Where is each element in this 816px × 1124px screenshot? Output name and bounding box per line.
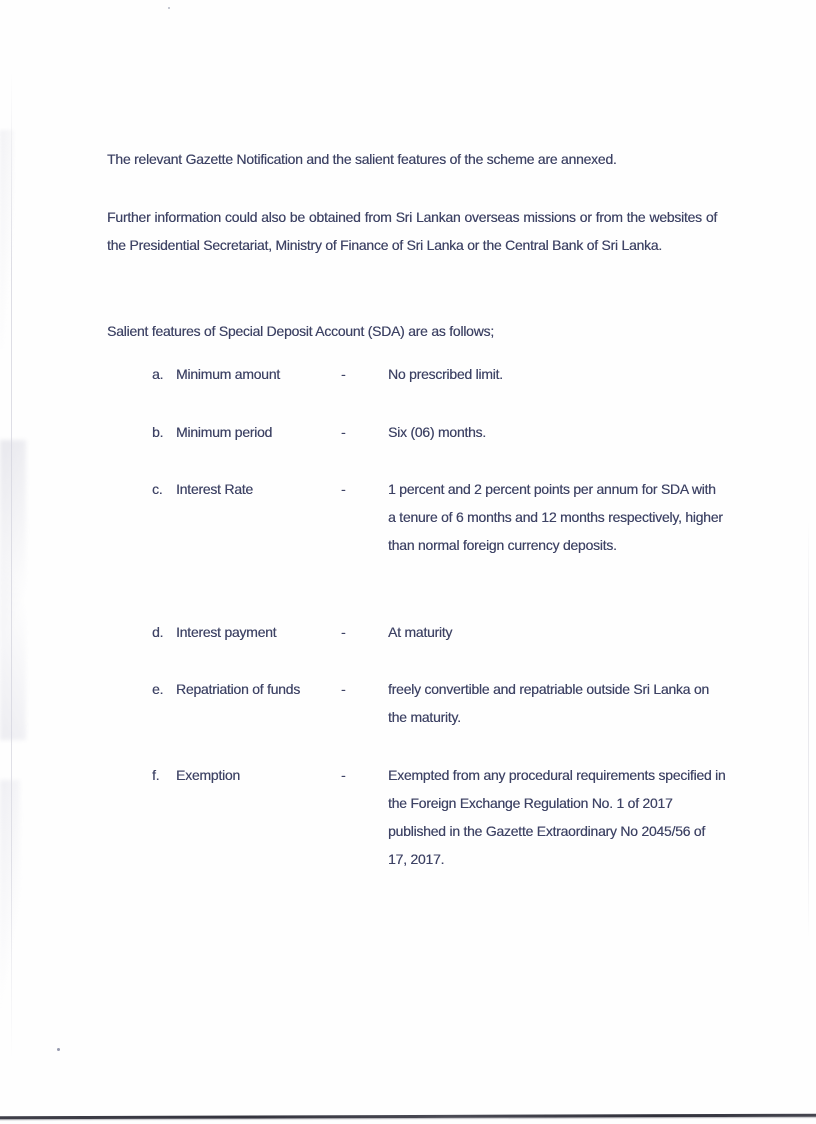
dash-separator: -	[341, 366, 346, 382]
feature-description: 1 percent and 2 percent points per annum for SDA with a tenure of 6 months and 12 months respectively, higher than normal foreign currency deposits.	[388, 481, 723, 553]
feature-term: Interest payment	[176, 624, 277, 640]
feature-term: Repatriation of funds	[176, 681, 300, 697]
feature-description: No prescribed limit.	[388, 366, 503, 382]
feature-letter: c.	[152, 481, 163, 497]
dash-separator: -	[341, 681, 346, 697]
scan-crumple-mark	[0, 440, 26, 740]
dash-separator: -	[341, 624, 346, 640]
scan-left-edge-line	[11, 70, 12, 1060]
feature-description: At maturity	[388, 624, 453, 640]
feature-letter: f.	[152, 767, 160, 783]
feature-description: Exempted from any procedural requirements specified in the Foreign Exchange Regulation No. 1 of 2017 published in the Gazette Extraordinary No 2045/56 of 17, 2017.	[388, 767, 726, 867]
salient-features-heading: Salient features of Special Deposit Account (SDA) are as follows;	[107, 323, 494, 339]
feature-term: Minimum amount	[176, 366, 280, 382]
salient-features-list	[107, 0, 747, 1124]
feature-term: Minimum period	[176, 424, 273, 440]
scan-right-edge-line	[808, 520, 809, 940]
feature-letter: a.	[152, 366, 164, 382]
feature-letter: d.	[152, 624, 164, 640]
dash-separator: -	[341, 481, 346, 497]
scan-crumple-mark	[0, 780, 20, 1040]
feature-letter: b.	[152, 424, 164, 440]
dash-separator: -	[341, 767, 346, 783]
feature-term: Exemption	[176, 767, 240, 783]
feature-letter: e.	[152, 681, 164, 697]
paragraph-further-information: Further information could also be obtained from Sri Lankan overseas missions or from the websites of the Presidential Secretariat, Ministry of Finance of Sri Lanka or the Central Bank of Sri Lanka.	[107, 209, 717, 253]
scan-speck	[57, 1048, 60, 1051]
feature-description: Six (06) months.	[388, 424, 486, 440]
feature-description: freely convertible and repatriable outside Sri Lanka on the maturity.	[388, 681, 709, 725]
paragraph-annexed: The relevant Gazette Notification and the salient features of the scheme are annexed.	[107, 151, 617, 167]
dash-separator: -	[341, 424, 346, 440]
feature-term: Interest Rate	[176, 481, 253, 497]
